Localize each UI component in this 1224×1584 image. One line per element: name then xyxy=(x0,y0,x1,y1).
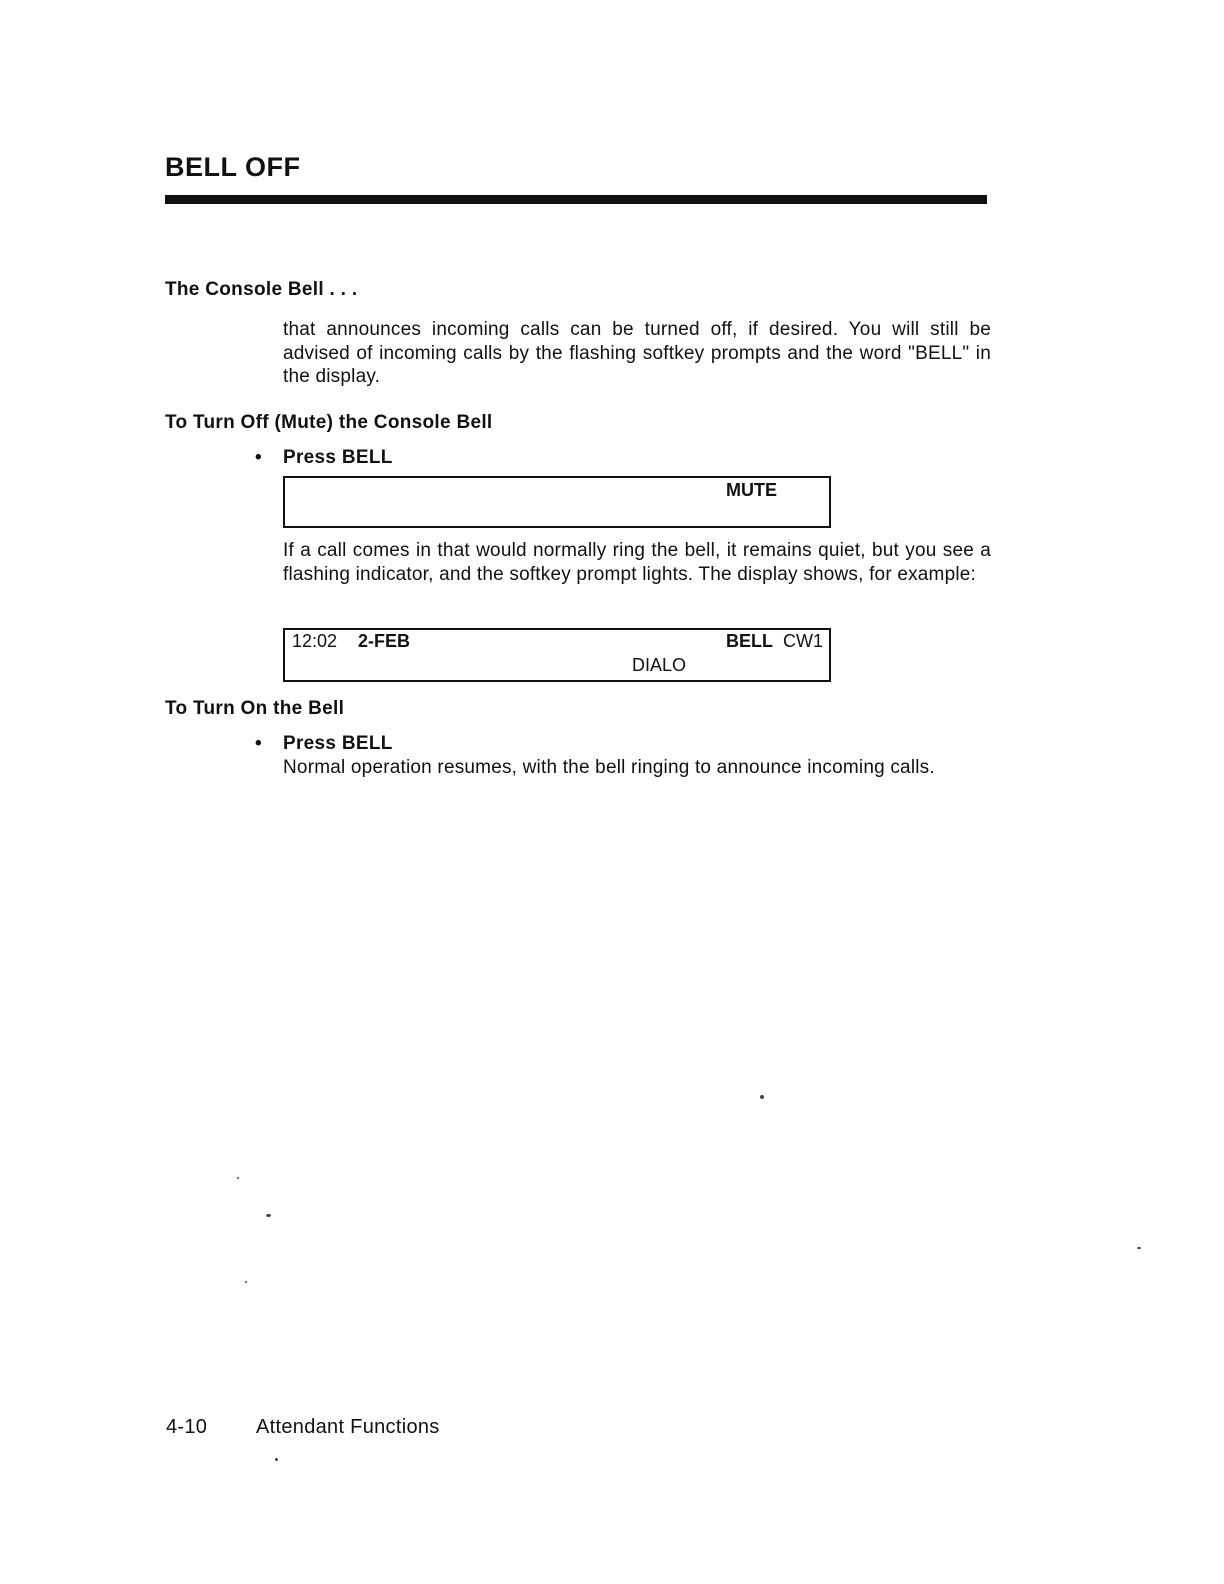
page-title: BELL OFF xyxy=(165,152,301,182)
paragraph-call-comes-in: If a call comes in that would normally ring the bell, it remains quiet, but you see a flashing indicator, and the softkey prompt lights. The display shows, for example: xyxy=(283,540,991,585)
step-label: Press BELL xyxy=(283,447,393,468)
display-example xyxy=(283,628,831,682)
heading-turn-on: To Turn On the Bell xyxy=(165,698,345,719)
scan-speck xyxy=(237,1177,239,1179)
scan-speck xyxy=(266,1214,271,1217)
display-date: 2-FEB xyxy=(358,631,411,651)
scan-speck xyxy=(275,1458,278,1461)
paragraph-console-bell: that announces incoming calls can be turned off, if desired. You will still be advised of incoming calls by the flashing softkey prompts and the word "BELL" in the display. xyxy=(283,319,991,387)
display-mute-text: MUTE xyxy=(726,480,777,500)
display-cw: CW1 xyxy=(783,631,823,651)
footer-page-number: 4-10 xyxy=(166,1416,208,1438)
title-rule xyxy=(165,195,987,204)
step-label: Press BELL xyxy=(283,733,393,754)
display-bell-indicator: BELL xyxy=(726,631,773,651)
bullet-icon: • xyxy=(255,447,262,468)
paragraph-normal-operation: Normal operation resumes, with the bell ringing to announce incoming calls. xyxy=(283,757,935,778)
scan-speck xyxy=(1137,1247,1141,1249)
heading-console-bell: The Console Bell . . . xyxy=(165,279,358,300)
heading-turn-off: To Turn Off (Mute) the Console Bell xyxy=(165,412,493,433)
bullet-icon: • xyxy=(255,733,262,754)
display-dial: DIALO xyxy=(632,655,687,675)
footer-section-name: Attendant Functions xyxy=(256,1416,440,1438)
display-time: 12:02 xyxy=(292,631,338,651)
step-press-bell-off xyxy=(255,447,393,469)
scan-speck xyxy=(760,1095,764,1099)
step-press-bell-on xyxy=(255,733,393,755)
display-mute xyxy=(283,476,831,528)
scan-speck xyxy=(245,1281,247,1283)
